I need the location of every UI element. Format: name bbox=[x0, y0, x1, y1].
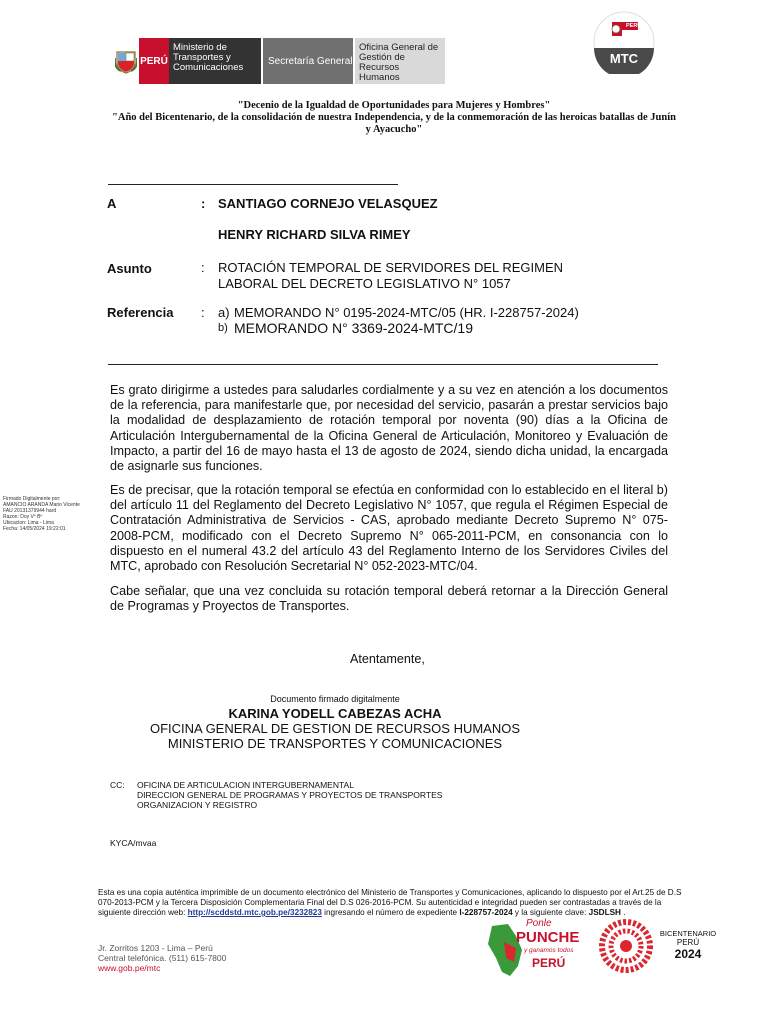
bicentenario-emblem bbox=[598, 918, 654, 974]
address-block bbox=[98, 943, 226, 973]
signature-block bbox=[110, 694, 668, 751]
bicentenario-year: 2024 bbox=[674, 947, 702, 961]
cc-label: CC: bbox=[110, 780, 125, 790]
logo-peru-text: PERÚ bbox=[626, 23, 642, 29]
a-label: A bbox=[107, 196, 117, 211]
bicentenario-label: BICENTENARIO bbox=[659, 929, 717, 938]
bicentenario-text bbox=[656, 929, 720, 961]
bottom-rule bbox=[108, 364, 658, 365]
asunto-text bbox=[218, 260, 563, 292]
logo-mtc-text: MTC bbox=[609, 51, 639, 66]
asunto-label: Asunto bbox=[107, 261, 152, 276]
paragraph-1: Es grato dirigirme a ustedes para saludarles cordialmente y a su vez en atención a los documentos de la referencia, para manifestarle que, por necesidad del servicio, pasarán a prestar servicios bajo la modalidad de desplazamiento de rotación temporal por noventa (90) días a la Oficina de Articulación Intergubernamental de la Oficina General de Articulación, Monitoreo y Evaluación de Impacto, a partir del 16 de mayo hasta el 13 de agosto de 2024, siendo dicha unidad, la encargada de asignarle sus funciones. bbox=[110, 383, 668, 474]
website-link[interactable]: www.gob.pe/mtc bbox=[98, 963, 161, 973]
stamp-line-4: Razon: Doy Vº Bº bbox=[3, 514, 43, 520]
ref-a-letter: a) bbox=[218, 305, 230, 320]
ref-b-letter: b) bbox=[218, 322, 228, 334]
referencia-label: Referencia bbox=[107, 305, 174, 320]
ponle-text: Ponle bbox=[526, 918, 552, 929]
signer-name: KARINA YODELL CABEZAS ACHA bbox=[228, 706, 442, 721]
referencia-colon: : bbox=[201, 305, 205, 320]
stamp-line-5: Ubicacion: Lima - Lima bbox=[3, 520, 54, 526]
signer-ministry: MINISTERIO DE TRANSPORTES Y COMUNICACIONES bbox=[167, 736, 503, 751]
footer-text-2: ingresando el número de expediente bbox=[321, 908, 460, 917]
expediente-number: I-228757-2024 bbox=[459, 908, 513, 917]
a-colon: : bbox=[201, 196, 206, 211]
institution-banner bbox=[112, 38, 445, 84]
stamp-line-6: Fecha: 14/05/2024 19:22:01 bbox=[3, 526, 66, 532]
signer-office: OFICINA GENERAL DE GESTION DE RECURSOS HUMANOS bbox=[149, 721, 521, 736]
punche-text: PUNCHE bbox=[516, 929, 580, 946]
closing: Atentamente, bbox=[350, 652, 425, 666]
cc-list bbox=[137, 780, 442, 810]
peru-label: PERÚ bbox=[139, 38, 169, 84]
asunto-line-1: ROTACIÓN TEMPORAL DE SERVIDORES DEL REGIMEN bbox=[218, 260, 564, 275]
verification-link[interactable]: http://scddstd.mtc.gob.pe/3232823 bbox=[187, 908, 322, 917]
decenio-heading bbox=[110, 100, 678, 136]
paragraph-2: Es de precisar, que la rotación temporal se efectúa en conformidad con lo establecido en el literal b) del artículo 11 del Reglamento del Decreto Legislativo N° 1057, que regula el Régimen Especial de Contratación Administrativa de Servicios - CAS, aprobado mediante Decreto Supremo N° 075-2008-PCM, modificado con el Decreto Supremo N° 065-2011-PCM, en consonancia con lo dispuesto en el numeral 43.2 del artículo 43 del Reglamento Interno de los Servidores Civiles del MTC, aprobado con Resolución Secretarial N° 052-2023-MTC/04. bbox=[110, 483, 668, 574]
recipient-2: HENRY RICHARD SILVA RIMEY bbox=[218, 227, 411, 242]
footer-text-4: . bbox=[620, 908, 626, 917]
decenio-line-2: "Año del Bicentenario, de la consolidación de nuestra Independencia, y de la conmemoración de las heroicas batallas de Junín y Ayacucho" bbox=[112, 112, 676, 135]
digital-signature-stamp bbox=[3, 496, 103, 532]
ref-b: MEMORANDO N° 3369-2024-MTC/19 bbox=[234, 320, 473, 336]
asunto-colon: : bbox=[201, 260, 205, 275]
ponle-punche-logo bbox=[486, 918, 588, 982]
stamp-line-3: FAU 20131379944 hard bbox=[3, 508, 57, 514]
verification-key: JSDLSH bbox=[588, 908, 621, 917]
footer-text-3: y la siguiente clave: bbox=[512, 908, 589, 917]
signature-note: Documento firmado digitalmente bbox=[270, 694, 400, 704]
paragraph-3: Cabe señalar, que una vez concluida su rotación temporal deberá retornar a la Dirección General de Programas y Proyectos de Transportes. bbox=[110, 584, 668, 614]
ref-a: MEMORANDO N° 0195-2024-MTC/05 (HR. I-228757-2024) bbox=[234, 305, 579, 320]
authenticity-note bbox=[98, 888, 688, 918]
cc-item: ORGANIZACION Y REGISTRO bbox=[137, 800, 258, 810]
stamp-line-1: Firmado Digitalmente por: bbox=[3, 496, 61, 502]
stamp-line-2: AMANCIO ARANDA Mario Vicente bbox=[3, 502, 80, 508]
punche-peru-text: PERÚ bbox=[532, 956, 566, 970]
phone: Central telefónica. (511) 615-7800 bbox=[98, 953, 227, 963]
oficina-label: Oficina General de Gestión de Recursos Humanos bbox=[355, 38, 445, 84]
asunto-line-2: LABORAL DEL DECRETO LEGISLATIVO N° 1057 bbox=[218, 276, 511, 291]
footer-text-1: Esta es una copia auténtica imprimible de un documento electrónico del Ministerio de Transportes y Comunicaciones, aplicando lo dispuesto por el Art.25 de D.S 070-2013-PCM y la Tercera Disposición Complementaria Final del D.S 026-2016-PCM. Su autenticidad e integridad pueden ser contrastadas a través de la siguiente dirección web: bbox=[98, 888, 682, 917]
cc-item: DIRECCION GENERAL DE PROGRAMAS Y PROYECTOS DE TRANSPORTES bbox=[137, 790, 443, 800]
address: Jr. Zorritos 1203 - Lima – Perú bbox=[98, 943, 213, 953]
mtc-logo bbox=[590, 10, 658, 74]
top-rule bbox=[108, 184, 398, 185]
ministry-label: Ministerio de Transportes y Comunicaciones bbox=[169, 38, 261, 84]
recipient-1: SANTIAGO CORNEJO VELASQUEZ bbox=[218, 196, 438, 211]
bicentenario-peru: PERÚ bbox=[676, 938, 700, 947]
cc-item: OFICINA DE ARTICULACION INTERGUBERNAMENTAL bbox=[137, 780, 354, 790]
secretaria-label: Secretaría General bbox=[263, 38, 353, 84]
initials: KYCA/mvaa bbox=[110, 838, 157, 848]
ganamos-text: y ganamos todos bbox=[524, 947, 574, 954]
coat-of-arms-icon bbox=[112, 38, 139, 84]
decenio-line-1: "Decenio de la Igualdad de Oportunidades para Mujeres y Hombres" bbox=[237, 100, 551, 111]
